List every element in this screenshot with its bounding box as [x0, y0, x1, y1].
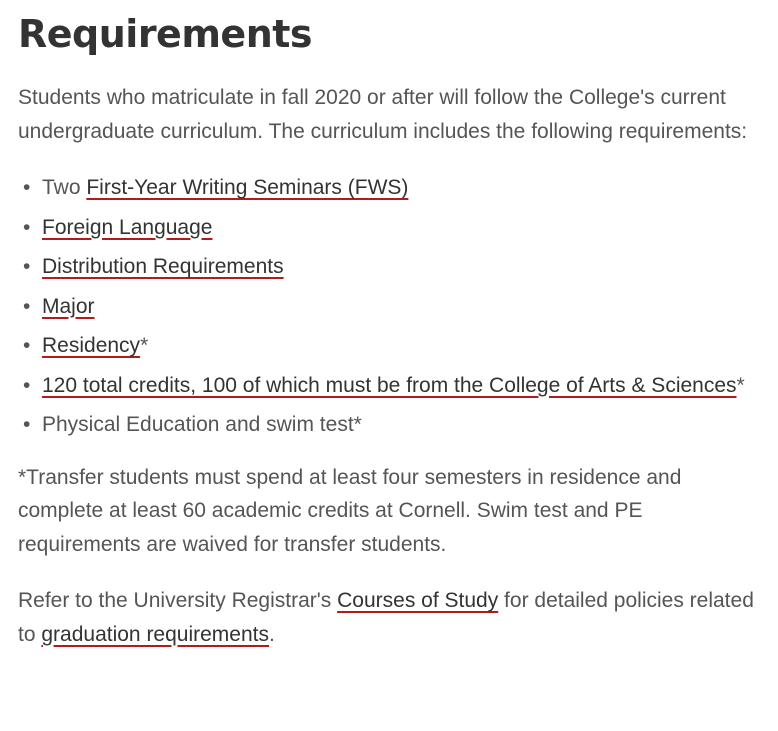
refer-text-2: for detailed policies related to — [18, 589, 754, 646]
list-item-physical-education — [18, 408, 760, 442]
bullet: • — [23, 334, 31, 357]
link-distribution-requirements[interactable]: Distribution Requirements — [42, 255, 284, 278]
list-item-distribution — [18, 250, 760, 284]
bullet: • — [23, 215, 31, 239]
link-graduation-requirements[interactable]: graduation requirements — [41, 622, 269, 646]
list-item-credits — [18, 369, 760, 403]
refer-paragraph — [18, 584, 760, 651]
refer-text-1: Refer to the University Registrar's — [18, 589, 338, 612]
list-item-fws — [18, 171, 760, 205]
list-item-residency — [18, 329, 760, 363]
bullet: • — [23, 373, 31, 397]
list-item-major — [18, 290, 760, 324]
requirements-list — [18, 171, 760, 442]
item-prefix: Two — [42, 176, 87, 199]
link-foreign-language[interactable]: Foreign Language — [42, 215, 213, 239]
item-suffix: * — [736, 373, 745, 397]
bullet: • — [23, 176, 31, 199]
link-residency[interactable]: Residency — [42, 334, 141, 357]
item-suffix: * — [140, 334, 149, 357]
transfer-note: *Transfer students must spend at least four semesters in residence and complete at least 60 academic credits at Cornell. Swim test and PE requirements are waived for transfer students. — [18, 465, 682, 556]
bullet: • — [23, 413, 31, 436]
item-text: Physical Education and swim test* — [42, 413, 362, 436]
link-first-year-writing-seminars[interactable]: First-Year Writing Seminars (FWS) — [86, 176, 409, 199]
link-total-credits[interactable]: 120 total credits, 100 of which must be from the College of Arts & Sciences — [42, 373, 737, 397]
page-title: Requirements — [18, 12, 313, 56]
intro-paragraph: Students who matriculate in fall 2020 or after will follow the College's current undergraduate curriculum. The curriculum includes the following requirements: — [18, 86, 748, 143]
bullet: • — [23, 294, 31, 318]
list-item-foreign-language — [18, 211, 760, 245]
bullet: • — [23, 255, 31, 278]
refer-text-3: . — [269, 622, 275, 646]
link-major[interactable]: Major — [42, 294, 95, 318]
link-courses-of-study[interactable]: Courses of Study — [337, 589, 499, 612]
